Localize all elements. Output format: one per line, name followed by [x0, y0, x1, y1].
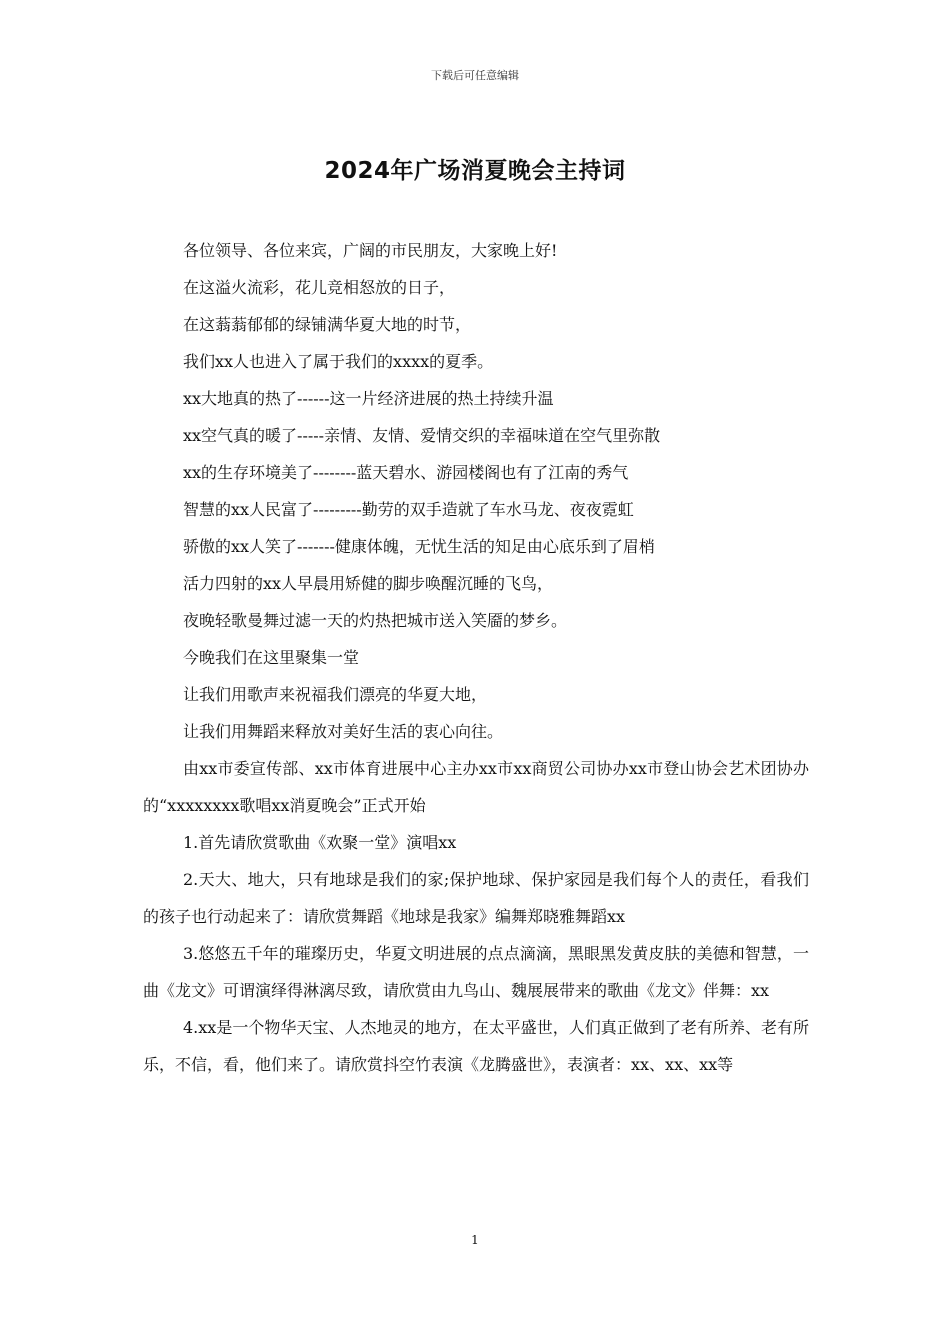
text-line: 智慧的xx人民富了---------勤劳的双手造就了车水马龙、夜夜霓虹 [183, 500, 634, 519]
document-body [143, 232, 809, 1083]
text-line: 今晚我们在这里聚集一堂 [183, 648, 360, 667]
paragraph-item-1: 1.首先请欣赏歌曲《欢聚一堂》演唱xx [183, 833, 457, 852]
text-line: 在这溢火流彩，花儿竞相怒放的日子， [183, 278, 456, 297]
text-line: 让我们用舞蹈来释放对美好生活的衷心向往。 [183, 722, 504, 741]
document-title: 2024年广场消夏晚会主持词 [324, 158, 626, 184]
page-number: 1 [471, 1233, 479, 1247]
paragraph-item-4: 4.xx是一个物华天宝、人杰地灵的地方，在太平盛世，人们真正做到了老有所养、老有所乐，不信，看，他们来了。请欣赏抖空竹表演《龙腾盛世》，表演者：xx、xx、xx等 [143, 1018, 809, 1074]
text-line: 各位领导、各位来宾，广阔的市民朋友，大家晚上好! [183, 241, 558, 260]
text-line: xx空气真的暖了-----亲情、友情、爱情交织的幸福味道在空气里弥散 [183, 426, 661, 445]
header-note: 下载后可任意编辑 [431, 69, 519, 82]
text-line: 我们xx人也进入了属于我们的xxxx的夏季。 [183, 352, 494, 371]
text-line: 在这蓊蓊郁郁的绿铺满华夏大地的时节， [183, 315, 472, 334]
text-line: 活力四射的xx人早晨用矫健的脚步唤醒沉睡的飞鸟， [183, 574, 554, 593]
text-line: 骄傲的xx人笑了-------健康体魄，无忧生活的知足由心底乐到了眉梢 [183, 537, 655, 556]
paragraph-intro: 由xx市委宣传部、xx市体育进展中心主办xx市xx商贸公司协办xx市登山协会艺术团协办的“xxxxxxxx歌唱xx消夏晚会”正式开始 [143, 759, 809, 815]
text-line: xx大地真的热了------这一片经济进展的热土持续升温 [183, 389, 554, 408]
paragraph-item-2: 2.天大、地大，只有地球是我们的家;保护地球、保护家园是我们每个人的责任，看我们的孩子也行动起来了：请欣赏舞蹈《地球是我家》编舞郑晓雅舞蹈xx [143, 870, 809, 926]
paragraph-item-3: 3.悠悠五千年的璀璨历史，华夏文明进展的点点滴滴，黑眼黑发黄皮肤的美德和智慧，一曲《龙文》可谓演绎得淋漓尽致，请欣赏由九鸟山、魏展展带来的歌曲《龙文》伴舞：xx [143, 944, 809, 1000]
text-line: xx的生存环境美了--------蓝天碧水、游园楼阁也有了江南的秀气 [183, 463, 629, 482]
text-line: 夜晚轻歌曼舞过滤一天的灼热把城市送入笑靥的梦乡。 [183, 611, 568, 630]
text-line: 让我们用歌声来祝福我们漂亮的华夏大地， [183, 685, 488, 704]
